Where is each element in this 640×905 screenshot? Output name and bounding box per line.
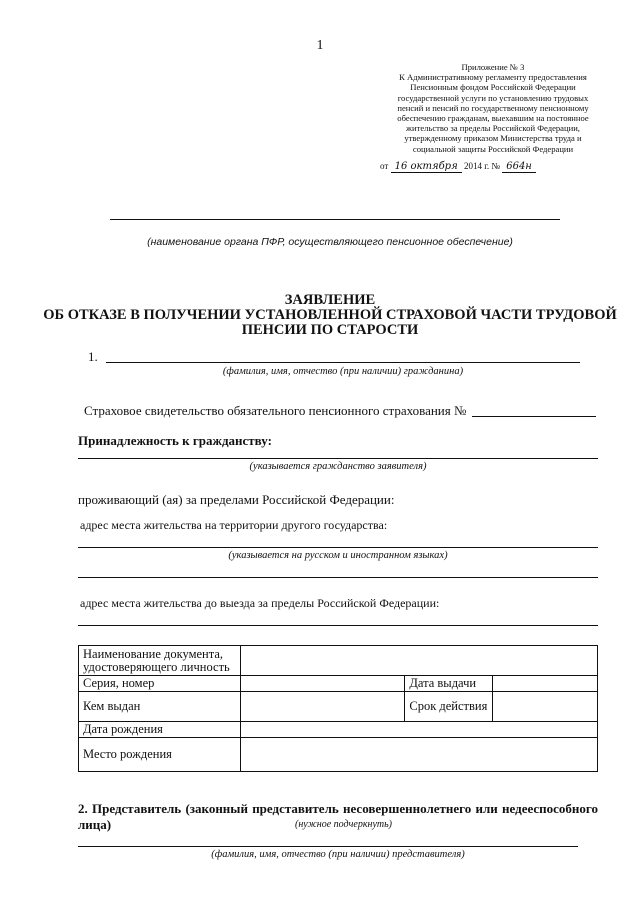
title-line: ЗАЯВЛЕНИЕ [284, 292, 376, 308]
doc-name-value[interactable] [240, 646, 597, 676]
annex-line: обеспечению гражданам, выехавшим на постоянное [397, 113, 589, 124]
birth-place-value[interactable] [240, 738, 597, 772]
representative-fio-line [78, 846, 578, 847]
annex-line: утвержденному приказом Министерства труда и [404, 133, 582, 144]
year-text: 2014 г. № [463, 161, 500, 171]
table-row [79, 738, 598, 772]
doc-name-label: Наименование документа, удостоверяющего личность [79, 646, 241, 676]
residing-label: проживающий (ая) за пределами Российской Федерации: [78, 492, 395, 507]
issue-date-value[interactable] [493, 676, 598, 692]
foreign-address-label: адрес места жительства на территории другого государства: [80, 518, 388, 532]
citizenship-line [78, 458, 598, 459]
snils-label: Страховое свидетельство обязательного пенсионного страхования № [84, 403, 467, 418]
table-row [79, 722, 598, 738]
page-number: 1 [316, 38, 324, 53]
date-prefix: от [380, 161, 389, 171]
organ-caption: (наименование органа ПФР, осуществляющего пенсионное обеспечение) [147, 236, 513, 248]
order-number-handwritten: 664н [502, 161, 536, 173]
issue-date-label: Дата выдачи [405, 676, 493, 692]
applicant-fio-caption: (фамилия, имя, отчество (при наличии) гражданина) [222, 366, 464, 377]
underline-hint: (нужное подчеркнуть) [295, 819, 392, 830]
identity-document-table [78, 645, 598, 772]
annex-title: Приложение № 3 [461, 62, 525, 72]
issued-by-label: Кем выдан [79, 692, 241, 722]
birth-date-label: Дата рождения [79, 722, 241, 738]
prior-address-label: адрес места жительства до выезда за пределы Российской Федерации: [80, 596, 440, 610]
organ-name-line [110, 219, 560, 220]
annex-line: жительство за пределы Российской Федерации, [406, 123, 580, 134]
validity-label: Срок действия [405, 692, 493, 722]
table-row [79, 646, 598, 676]
title-line: ПЕНСИИ ПО СТАРОСТИ [241, 322, 419, 338]
title-line: ОБ ОТКАЗЕ В ПОЛУЧЕНИИ УСТАНОВЛЕННОЙ СТРАХОВОЙ ЧАСТИ ТРУДОВОЙ [43, 307, 617, 323]
citizenship-caption: (указывается гражданство заявителя) [249, 461, 427, 472]
annex-line: Пенсионным фондом Российской Федерации [410, 82, 576, 93]
representative-heading: 2. Представитель (законный представитель несовершеннолетнего или недееспособного лица) [78, 801, 598, 832]
annex-date [380, 161, 536, 173]
birth-date-value[interactable] [240, 722, 597, 738]
annex-line: государственной услуги по установлению трудовых [397, 92, 589, 103]
annex-line: пенсий и пенсий по государственному пенсионному [397, 102, 589, 113]
citizenship-label: Принадлежность к гражданству: [78, 433, 272, 448]
foreign-address-line [78, 547, 598, 548]
date-handwritten: 16 октября [391, 161, 462, 173]
foreign-address-line-2 [78, 577, 598, 578]
issued-by-value[interactable] [240, 692, 405, 722]
document-title [40, 293, 620, 338]
annex-line: социальной защиты Российской Федерации [412, 143, 574, 154]
prior-address-line [78, 625, 598, 626]
representative-fio-caption: (фамилия, имя, отчество (при наличии) представителя) [211, 849, 465, 860]
birth-place-label: Место рождения [79, 738, 241, 772]
series-value[interactable] [240, 676, 405, 692]
foreign-address-caption: (указывается на русском и иностранном языках) [228, 550, 448, 561]
section1-number: 1. [88, 349, 98, 364]
validity-value[interactable] [493, 692, 598, 722]
annex-line: К Административному регламенту предоставления [399, 72, 587, 83]
table-row [79, 676, 598, 692]
snils-line [472, 416, 596, 417]
annex-block [388, 62, 598, 154]
applicant-fio-line [106, 362, 580, 363]
series-label: Серия, номер [79, 676, 241, 692]
table-row [79, 692, 598, 722]
